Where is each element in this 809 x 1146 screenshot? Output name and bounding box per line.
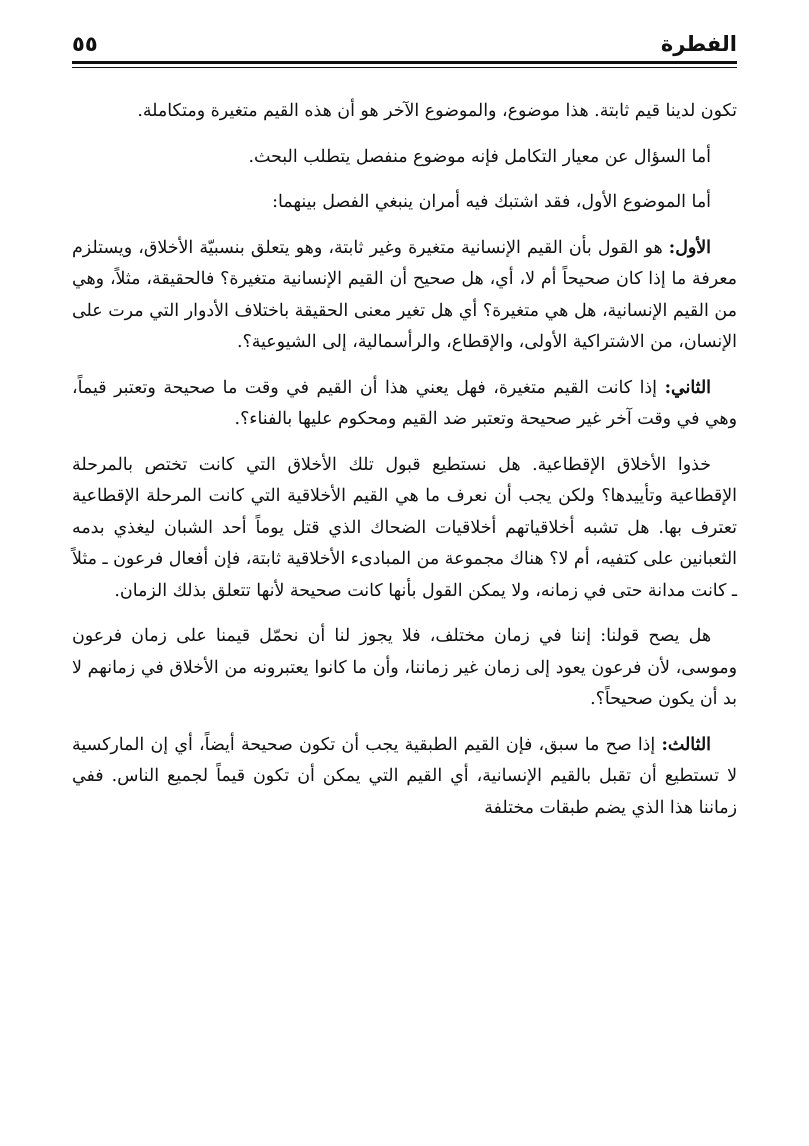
paragraph-text: إذا صح ما سبق، فإن القيم الطبقية يجب أن تكون صحيحة أيضاً، أي إن الماركسية لا تستطيع أن تقبل بالقيم الإنسانية، أي القيم التي يمكن أن تكون قيماً لجميع الناس. ففي زماننا هذا الذي يضم طبقات مختلفة: [72, 734, 737, 818]
paragraph-3: [72, 187, 737, 219]
paragraph-lead: الأول:: [668, 237, 711, 258]
paragraph-text: إذا كانت القيم متغيرة، فهل يعني هذا أن القيم في وقت ما صحيحة وتعتبر قيماً، وهي في وقت آخر غير صحيحة وتعتبر ضد القيم ومحكوم عليها بالفناء؟.: [72, 377, 737, 429]
body-text: [72, 96, 737, 838]
running-title: الفطرة: [660, 32, 737, 56]
paragraph-text: هو القول بأن القيم الإنسانية متغيرة وغير ثابتة، وهو يتعلق بنسبيّة الأخلاق، ويستلزم معرفة ما إذا كان صحيحاً أم لا، أي، هل صحيح أن القيم الإنسانية متغيرة؟ فالحقيقة، مثلاً، وهي من القيم الإنسانية، هل هي متغيرة؟ أي هل تغير معنى الحقيقة باختلاف الأدوار التي مرت على الإنسان، من الاشتراكية الأولى، والإقطاع، والرأسمالية، إلى الشيوعية؟.: [72, 237, 737, 352]
header-rule-thick: [72, 61, 737, 64]
paragraph-text: أما الموضوع الأول، فقد اشتبك فيه أمران ينبغي الفصل بينهما:: [272, 192, 711, 212]
paragraph-1: [72, 96, 737, 128]
paragraph-lead: الثاني:: [664, 377, 711, 398]
paragraph-6: [72, 450, 737, 608]
page-number: ٥٥: [72, 32, 98, 56]
paragraph-text: خذوا الأخلاق الإقطاعية. هل نستطيع قبول تلك الأخلاق التي كانت تختص بالمرحلة الإقطاعية وتأييدها؟ ولكن يجب أن نعرف ما هي القيم الأخلاقية التي كانت المرحلة الإقطاعية تعترف بها. هل تشبه أخلاقياتهم أخلاقيات الضحاك الذي قتل يوماً أحد الشبان ليغذي بدمه الثعبانين على كتفيه، أم لا؟ هناك مجموعة من المبادىء الأخلاقية ثابتة، فإن أفعال فرعون ـ مثلاً ـ كانت مدانة حتى في زمانه، ولا يمكن القول بأنها كانت صحيحة لأنها تتعلق بذلك الزمان.: [72, 454, 737, 601]
paragraph-8: [72, 730, 737, 825]
paragraph-text: هل يصح قولنا: إننا في زمان مختلف، فلا يجوز لنا أن نحمّل قيمنا على زمان فرعون وموسى، لأن فرعون يعود إلى زمان غير زماننا، وأن ما كانوا يعتبرونه من الأخلاق في زمانهم لا بد أن يكون صحيحاً؟.: [72, 626, 737, 709]
page-header: [72, 24, 737, 64]
paragraph-2: [72, 142, 737, 174]
paragraph-text: أما السؤال عن معيار التكامل فإنه موضوع منفصل يتطلب البحث.: [248, 146, 711, 167]
paragraph-5: [72, 373, 737, 436]
header-rule-thin: [72, 67, 737, 68]
paragraph-4: [72, 233, 737, 359]
paragraph-text: تكون لدينا قيم ثابتة. هذا موضوع، والموضوع الآخر هو أن هذه القيم متغيرة ومتكاملة.: [137, 101, 737, 121]
paragraph-7: [72, 621, 737, 716]
paragraph-lead: الثالث:: [661, 734, 711, 755]
